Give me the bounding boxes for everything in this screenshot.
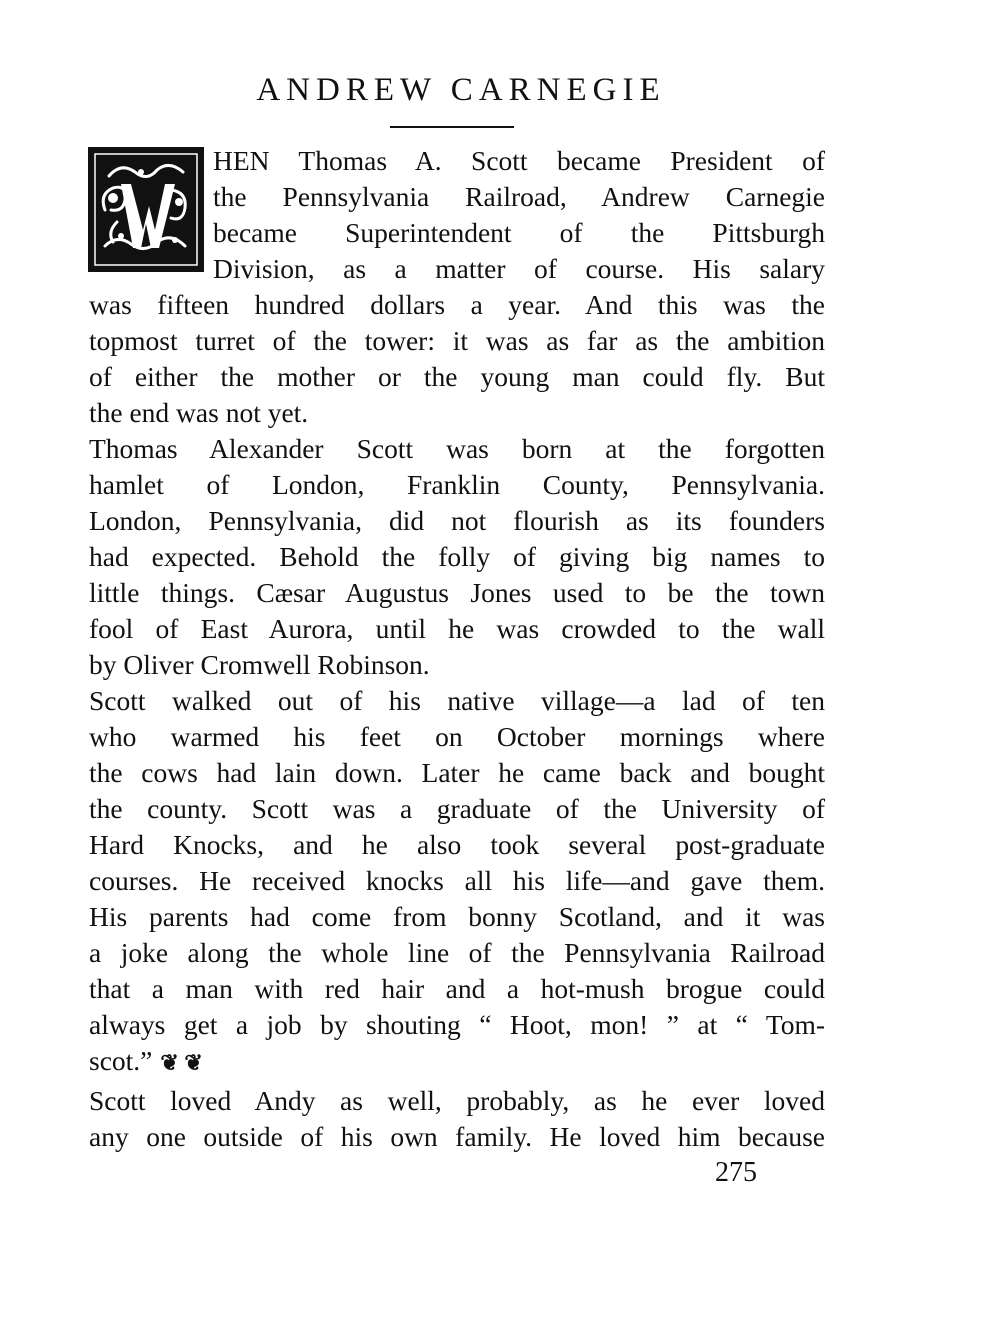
text-line: that a man with red hair and a hot-mush brogue could: [89, 973, 825, 1004]
text-line: Scott walked out of his native village—a lad of ten: [89, 685, 825, 716]
text-line: London, Pennsylvania, did not flourish as its founders: [89, 505, 825, 536]
text-line: the end was not yet.: [89, 397, 309, 428]
running-head-title: ANDREW CARNEGIE: [256, 72, 666, 108]
text-line: any one outside of his own family. He loved him because: [89, 1121, 825, 1152]
text-line: courses. He received knocks all his life—and gave them.: [89, 865, 825, 896]
text-line: Division, as a matter of course. His salary: [213, 253, 825, 284]
page-number: 275: [715, 1157, 757, 1188]
text-line: Hard Knocks, and he also took several post-graduate: [89, 829, 825, 860]
text-line: had expected. Behold the folly of giving big names to: [89, 541, 825, 572]
text-line-with-ornament: [89, 1043, 825, 1079]
hedera-leaf-icon: ❦ ❦: [160, 1050, 203, 1075]
text-line: His parents had come from bonny Scotland, and it was: [89, 901, 825, 932]
text-line: Scott loved Andy as well, probably, as he ever loved: [89, 1085, 825, 1116]
ornamental-initial-w-icon: [88, 147, 204, 272]
text-line: the county. Scott was a graduate of the University of: [89, 793, 825, 824]
text-line: of either the mother or the young man could fly. But: [89, 361, 825, 392]
text-line: by Oliver Cromwell Robinson.: [89, 649, 430, 680]
text-line: hamlet of London, Franklin County, Pennsylvania.: [89, 469, 825, 500]
text-line: a joke along the whole line of the Pennsylvania Railroad: [89, 937, 825, 968]
text-line: topmost turret of the tower: it was as far as the ambition: [89, 325, 825, 356]
title-divider-rule: [390, 126, 514, 128]
text-line: little things. Cæsar Augustus Jones used to be the town: [89, 577, 825, 608]
text-line: Thomas Alexander Scott was born at the forgotten: [89, 433, 825, 464]
text-line: was fifteen hundred dollars a year. And this was the: [89, 289, 825, 320]
text-line: became Superintendent of the Pittsburgh: [213, 217, 825, 248]
text-line: fool of East Aurora, until he was crowded to the wall: [89, 613, 825, 644]
text-line: scot.”: [89, 1045, 153, 1076]
text-line: always get a job by shouting “ Hoot, mon! ” at “ Tom-: [89, 1009, 825, 1040]
text-line: the Pennsylvania Railroad, Andrew Carnegie: [213, 181, 825, 212]
text-line: the cows had lain down. Later he came back and bought: [89, 757, 825, 788]
text-line: HEN Thomas A. Scott became President of: [213, 145, 825, 176]
text-line: who warmed his feet on October mornings where: [89, 721, 825, 752]
